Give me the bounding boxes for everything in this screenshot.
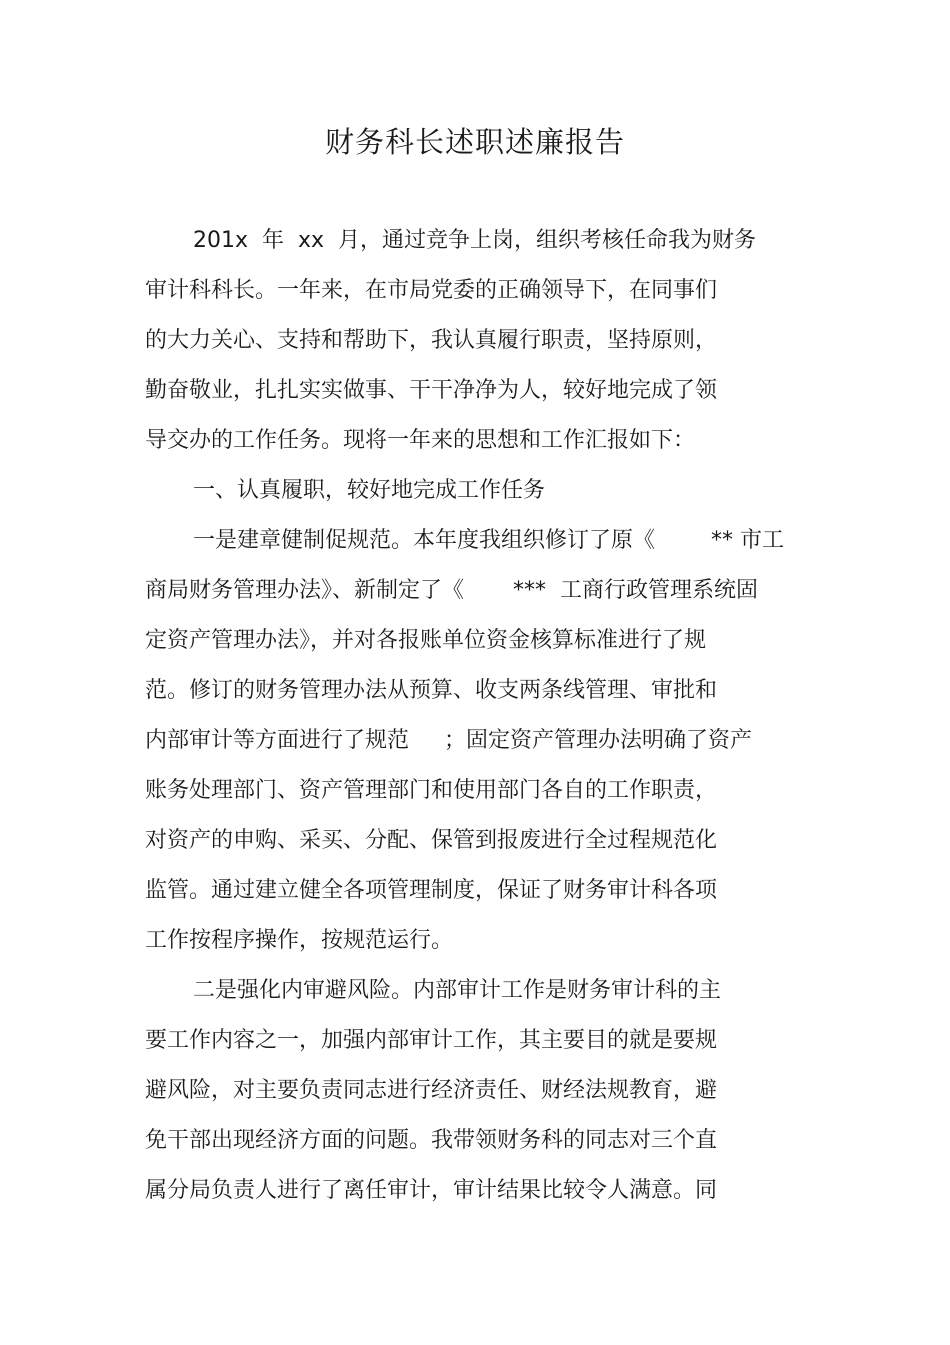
body-line: 201x 年 xx 月，通过竞争上岗，组织考核任命我为财务 <box>193 228 757 253</box>
body-line: 商局财务管理办法》、新制定了《 *** 工商行政管理系统固 <box>145 578 758 603</box>
body-line: 二是强化内审避风险。内部审计工作是财务审计科的主 <box>193 978 722 1003</box>
body-line: 监管。通过建立健全各项管理制度，保证了财务审计科各项 <box>145 878 718 903</box>
body-line: 避风险，对主要负责同志进行经济责任、财经法规教育，避 <box>145 1078 718 1103</box>
document-title: 财务科长述职述廉报告 <box>324 125 625 159</box>
body-line: 免干部出现经济方面的问题。我带领财务科的同志对三个直 <box>145 1128 718 1153</box>
section-heading: 一、认真履职，较好地完成工作任务 <box>193 478 546 503</box>
body-line: 一是建章健制促规范。本年度我组织修订了原《 ** 市工 <box>193 528 784 553</box>
body-line: 范。修订的财务管理办法从预算、收支两条线管理、审批和 <box>145 678 718 703</box>
body-line: 定资产管理办法》，并对各报账单位资金核算标准进行了规 <box>145 628 707 653</box>
body-line: 账务处理部门、资产管理部门和使用部门各自的工作职责， <box>145 778 718 803</box>
body-line: 勤奋敬业，扎扎实实做事、干干净净为人，较好地完成了领 <box>145 378 718 403</box>
body-line: 工作按程序操作，按规范运行。 <box>145 928 454 953</box>
body-line: 要工作内容之一，加强内部审计工作，其主要目的就是要规 <box>145 1028 718 1053</box>
body-line: 对资产的申购、采买、分配、保管到报废进行全过程规范化 <box>145 828 718 853</box>
body-line: 导交办的工作任务。现将一年来的思想和工作汇报如下： <box>145 428 696 453</box>
body-line: 属分局负责人进行了离任审计，审计结果比较令人满意。同 <box>145 1178 718 1203</box>
body-line: 审计科科长。一年来，在市局党委的正确领导下，在同事们 <box>145 278 718 303</box>
body-line: 内部审计等方面进行了规范 ；固定资产管理办法明确了资产 <box>145 728 752 753</box>
body-line: 的大力关心、支持和帮助下，我认真履行职责，坚持原则， <box>145 328 718 353</box>
